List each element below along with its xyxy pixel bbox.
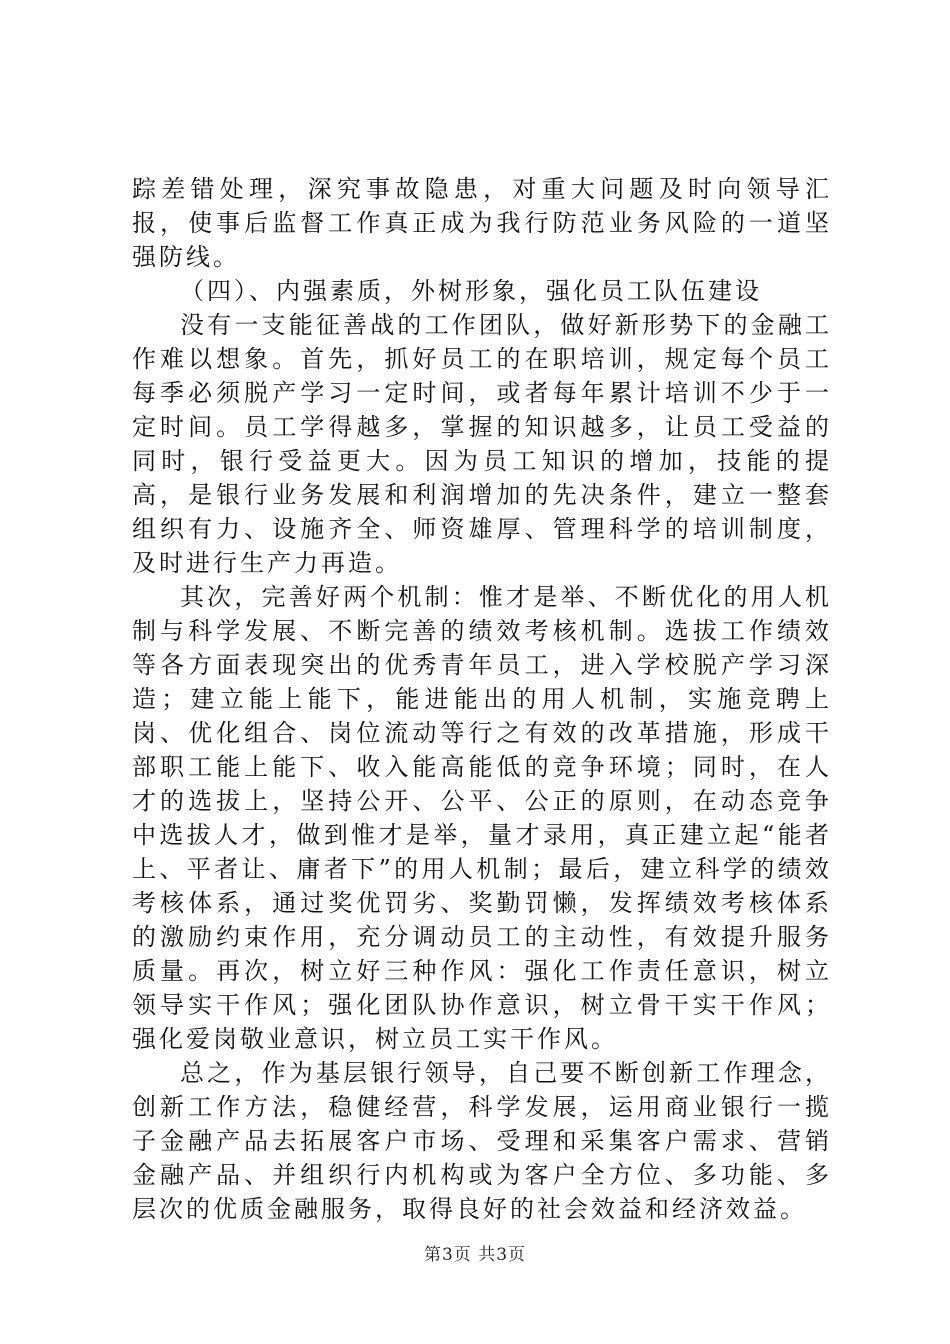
section-heading: （四）、内强素质，外树形象，强化员工队伍建设 <box>180 277 762 305</box>
paragraph-mechanisms: 其次，完善好两个机制：惟才是举、不断优化的用人机制与科学发展、不断完善的绩效考核机制。选拔工作绩效等各方面表现突出的优秀青年员工，进入学校脱产学习深造；建立能上能下，能进能出的用人机制，实施竞聘上岗、优化组合、岗位流动等行之有效的改革措施，形成干部职工能上能下、收入能高能低的竞争环境；同时，在人才的选拔上，坚持公开、公平、公正的原则，在动态竞争中选拔人才，做到惟才是举，量才录用，真正建立起“能者上、平者让、庸者下”的用人机制；最后，建立科学的绩效考核体系，通过奖优罚劣、奖勤罚懒，发挥绩效考核体系的激励约束作用，充分调动员工的主动性，有效提升服务质量。再次，树立好三种作风：强化工作责任意识，树立领导实干作风；强化团队协作意识，树立骨干实干作风；强化爱岗敬业意识，树立员工实干作风。 <box>132 583 832 1053</box>
paragraph-conclusion: 总之，作为基层银行领导，自己要不断创新工作理念，创新工作方法，稳健经营，科学发展，运用商业银行一揽子金融产品去拓展客户市场、受理和采集客户需求、营销金融产品、并组织行内机构或为客户全方位、多功能、多层次的优质金融服务，取得良好的社会效益和经济效益。 <box>132 1059 832 1223</box>
document-body <box>132 172 832 1226</box>
page-footer: 第3页 共3页 <box>423 1245 527 1265</box>
paragraph-team-building: 没有一支能征善战的工作团队，做好新形势下的金融工作难以想象。首先，抓好员工的在职培训，规定每个员工每季必须脱产学习一定时间，或者每年累计培训不少于一定时间。员工学得越多，掌握的知识越多，让员工受益的同时，银行受益更大。因为员工知识的增加，技能的提高，是银行业务发展和利润增加的先决条件，建立一整套组织有力、设施齐全、师资雄厚、管理科学的培训制度，及时进行生产力再造。 <box>132 311 832 577</box>
paragraph-continuation: 踪差错处理，深究事故隐患，对重大问题及时向领导汇报，使事后监督工作真正成为我行防范业务风险的一道坚强防线。 <box>132 175 832 271</box>
